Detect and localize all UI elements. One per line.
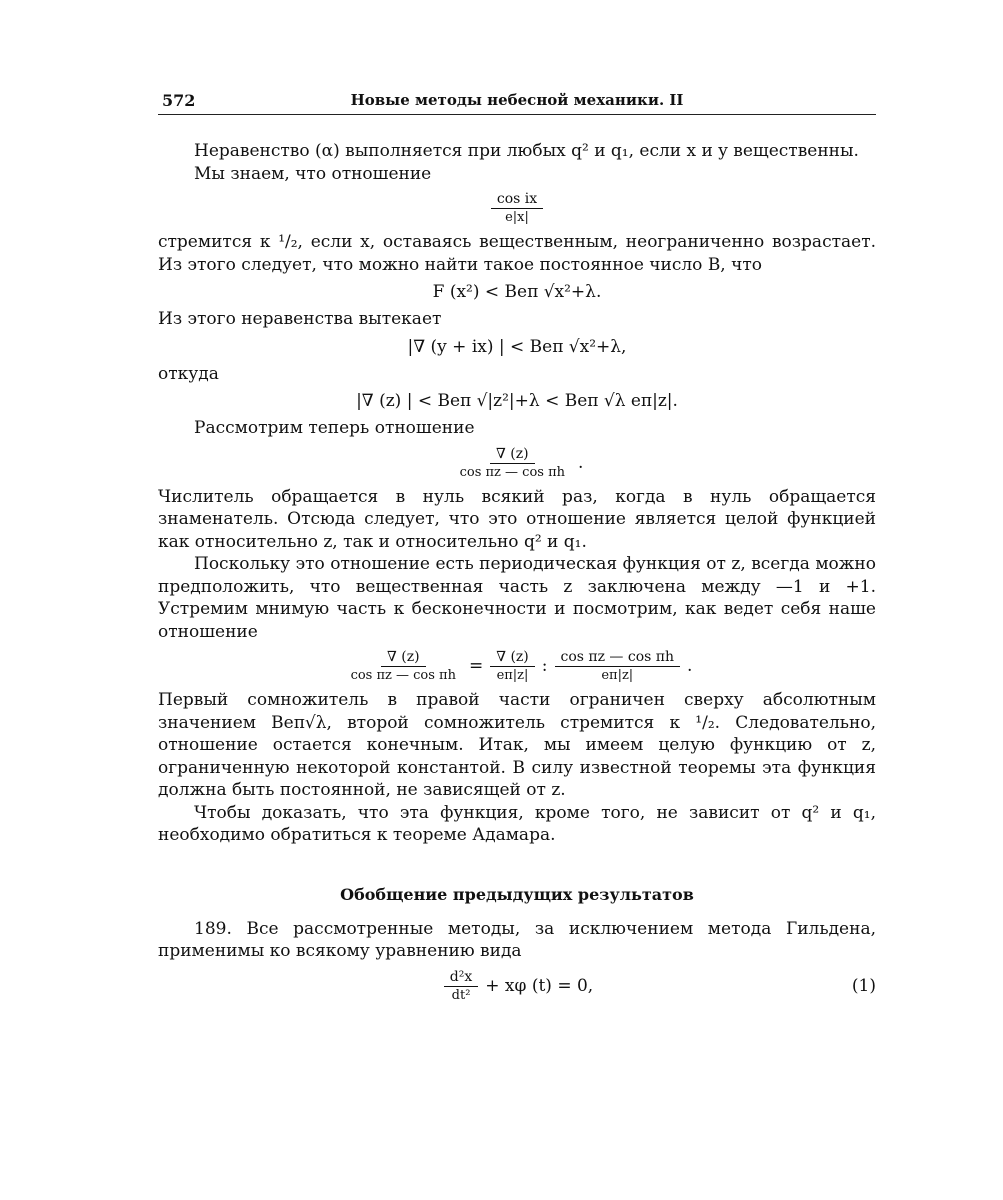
fraction-denominator: eπ|z| bbox=[601, 668, 634, 683]
paragraph-1: Неравенство (α) выполняется при любых q² и q₁, если x и y вещественны. bbox=[194, 141, 859, 161]
page-body bbox=[158, 140, 876, 1009]
fraction bbox=[490, 649, 535, 683]
paragraph-2: Мы знаем, что отношение bbox=[194, 163, 432, 184]
fraction bbox=[454, 446, 571, 480]
paragraph-8: Поскольку это отношение есть периодическая функция от z, всегда можно предположить, что вещественная часть z заключена между —1 и +1. Устремим мнимую часть к бесконечности и посмотрим, как ведет себя наше отношение bbox=[158, 554, 876, 642]
fraction-numerator: ∇ (z) bbox=[490, 446, 535, 464]
fraction-numerator: cos ix bbox=[491, 191, 543, 209]
equation-rest: + xφ (t) = 0, bbox=[485, 975, 594, 996]
fraction bbox=[555, 649, 681, 683]
fraction-numerator: d²x bbox=[444, 969, 478, 987]
paragraph-6: Рассмотрим теперь отношение bbox=[194, 418, 475, 438]
fraction-denominator: eπ|z| bbox=[496, 668, 529, 683]
formula-nabla-ratio: $\frac{\nabla (z)}{\text{cos πz — cos πh}}$ . bbox=[158, 446, 876, 480]
fraction-numerator: cos πz — cos πh bbox=[555, 649, 681, 667]
page-header bbox=[158, 88, 876, 115]
formula-F-inequality: F (x²) < Beπ √x²+λ. bbox=[432, 282, 602, 302]
running-title: Новые методы небесной механики. II bbox=[350, 91, 684, 109]
paragraph-3: стремится к ¹/₂, если x, оставаясь вещественным, неограниченно возрастает. Из этого следует, что можно найти такое постоянное число B, что bbox=[158, 232, 876, 275]
paragraph-4: Из этого неравенства вытекает bbox=[158, 309, 442, 329]
fraction bbox=[491, 191, 543, 225]
fraction-denominator: dt² bbox=[451, 987, 471, 1003]
paragraph-5: откуда bbox=[158, 363, 219, 384]
page-number: 572 bbox=[162, 91, 196, 110]
fraction-denominator: cos πz — cos πh bbox=[350, 668, 456, 683]
formula-nabla-y-ix: |∇ (y + ix) | < Beπ √x²+λ, bbox=[407, 336, 627, 357]
fraction-denominator: e|x| bbox=[505, 210, 529, 225]
paragraph-7: Числитель обращается в нуль всякий раз, когда в нуль обращается знаменатель. Отсюда следует, что это отношение является целой функцией как относительно z, так и относительно q² и q₁. bbox=[158, 486, 876, 552]
paragraph-10: Чтобы доказать, что эта функция, кроме того, не зависит от q² и q₁, необходимо обратиться к теореме Адамара. bbox=[158, 802, 876, 845]
formula-cos-ratio bbox=[158, 191, 876, 225]
paragraph-11: 189. Все рассмотренные методы, за исключением метода Гильдена, применимы ко всякому уравнению вида bbox=[158, 918, 876, 961]
fraction bbox=[345, 649, 462, 683]
equation-number: (1) bbox=[851, 975, 876, 996]
paragraph-9: Первый сомножитель в правой части ограничен сверху абсолютным значением Beπ√λ, второй сомножитель стремится к ¹/₂. Следовательно, отношение остается конечным. Итак, мы имеем целую функцию от z, ограниченную некоторой константой. В силу известной теоремы эта функция должна быть постоянной, не зависящей от z. bbox=[158, 690, 876, 800]
section-title: Обобщение предыдущих результатов bbox=[340, 884, 694, 904]
fraction-numerator: ∇ (z) bbox=[381, 649, 426, 667]
fraction-numerator: ∇ (z) bbox=[490, 649, 535, 667]
fraction-denominator: cos πz — cos πh bbox=[459, 464, 565, 480]
formula-ratio-decomposition: $\frac{\nabla (z)}{\text{cos πz — cos πh}}$ = $\frac{\nabla (z)}{e\pi|z|}$ : $\frac{\text{cos πz — cos πh}}{e\pi|z|}$ . bbox=[158, 649, 876, 683]
formula-nabla-z: |∇ (z) | < Beπ √|z²|+λ < Beπ √λ eπ|z|. bbox=[356, 391, 678, 411]
fraction bbox=[444, 969, 478, 1003]
formula-equation-1 bbox=[158, 969, 876, 1003]
